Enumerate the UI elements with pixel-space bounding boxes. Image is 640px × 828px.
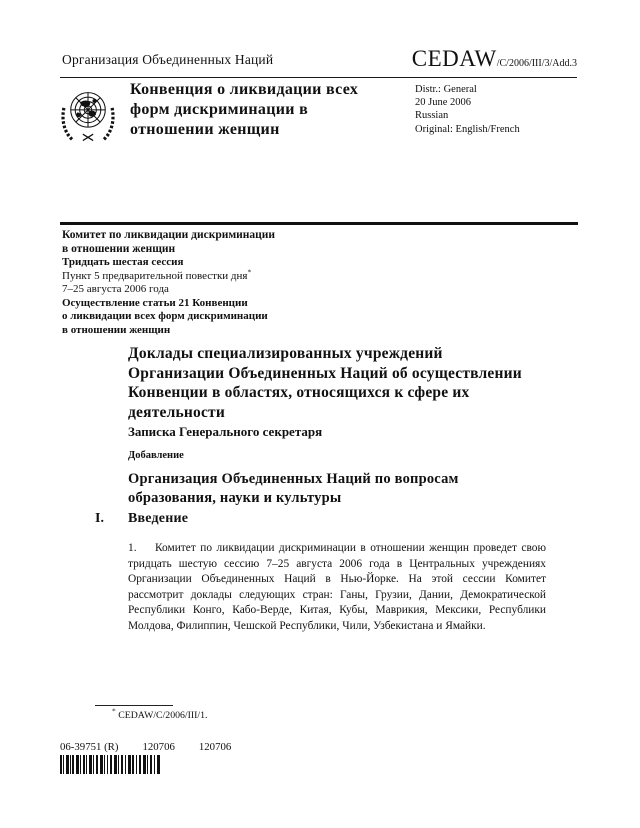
un-organization-name: Организация Объединенных Наций xyxy=(62,52,274,67)
document-symbol-main: CEDAW xyxy=(411,46,497,71)
document-title-line: Конвенции в областях, относящихся к сфере их xyxy=(128,384,470,401)
document-symbol-suffix: /C/2006/III/3/Add.3 xyxy=(496,58,577,69)
section-heading: Введение xyxy=(128,511,189,526)
session-number: Тридцать шестая сессия xyxy=(62,256,184,268)
document-title xyxy=(128,344,522,422)
agency-title xyxy=(128,470,459,508)
barcode-icon xyxy=(60,755,160,774)
committee-name-line: в отношении женщин xyxy=(62,242,176,255)
job-number-line xyxy=(60,741,231,753)
reissue-code: 120706 xyxy=(198,741,232,753)
committee-name-line: Комитет по ликвидации дискриминации xyxy=(62,229,276,241)
document-title-line: деятельности xyxy=(128,403,225,421)
convention-title-line: отношении женщин xyxy=(130,121,280,138)
footnote-marker: * xyxy=(112,706,116,716)
footnote-text: CEDAW/C/2006/III/1. xyxy=(118,710,208,721)
distr-original: Original: English/French xyxy=(415,123,520,135)
agency-title-line: Организация Объединенных Наций по вопросам xyxy=(128,471,459,487)
convention-title-line: форм дискриминации в xyxy=(130,101,309,118)
section-number: I. xyxy=(95,511,104,526)
session-block xyxy=(62,229,275,337)
document-title-line: Доклады специализированных учреждений xyxy=(128,345,443,362)
paragraph-number: 1. xyxy=(128,542,137,554)
distribution-block xyxy=(415,83,520,136)
reissue-code: 120706 xyxy=(142,741,175,753)
masthead-divider xyxy=(60,222,578,225)
document-symbol xyxy=(412,46,577,72)
session-dates: 7–25 августа 2006 года xyxy=(62,283,169,295)
agenda-item-title-line: о ликвидации всех форм дискриминации xyxy=(62,310,268,322)
distr-language: Russian xyxy=(415,110,449,122)
document-subtitle: Записка Генерального секретаря xyxy=(128,424,323,439)
distr-type: Distr.: General xyxy=(415,84,477,95)
convention-title-line: Конвенция о ликвидации всех xyxy=(130,81,359,98)
convention-title xyxy=(130,80,358,140)
footnote-divider xyxy=(95,705,173,706)
paragraph-1 xyxy=(128,541,546,634)
paragraph-text: Комитет по ликвидации дискриминации в отношении женщин проведет свою тридцать шестую сессию 7–25 августа 2006 года в Центральных учреждениях Организации Объединенных Наций в Нью-Йорке. На этой сессии Комитет рассмотрит доклады следующих стран: Ганы, Грузии, Дании, Демократической Республики Конго, Кабо-Верде, Китая, Кубы, Маврикия, Мексики, Республики Молдова, Филиппин, Чешской Республики, Чили, Узбекистана и Ямайки. xyxy=(128,542,546,632)
agenda-item-title-line: Осуществление статьи 21 Конвенции xyxy=(62,296,248,309)
footnote-marker: * xyxy=(247,266,252,276)
agenda-item-title-line: в отношении женщин xyxy=(62,323,171,336)
footnote xyxy=(112,706,208,721)
agency-title-line: образования, науки и культуры xyxy=(128,490,342,506)
header-divider xyxy=(60,77,577,78)
addendum-label: Добавление xyxy=(128,450,184,461)
job-number: 06-39751 (R) xyxy=(60,741,119,753)
distr-date: 20 June 2006 xyxy=(415,97,471,109)
agenda-item: Пункт 5 предварительной повестки дня* xyxy=(62,266,252,282)
document-title-line: Организации Объединенных Наций об осуществлении xyxy=(128,364,522,382)
united-nations-emblem-icon xyxy=(56,83,120,147)
